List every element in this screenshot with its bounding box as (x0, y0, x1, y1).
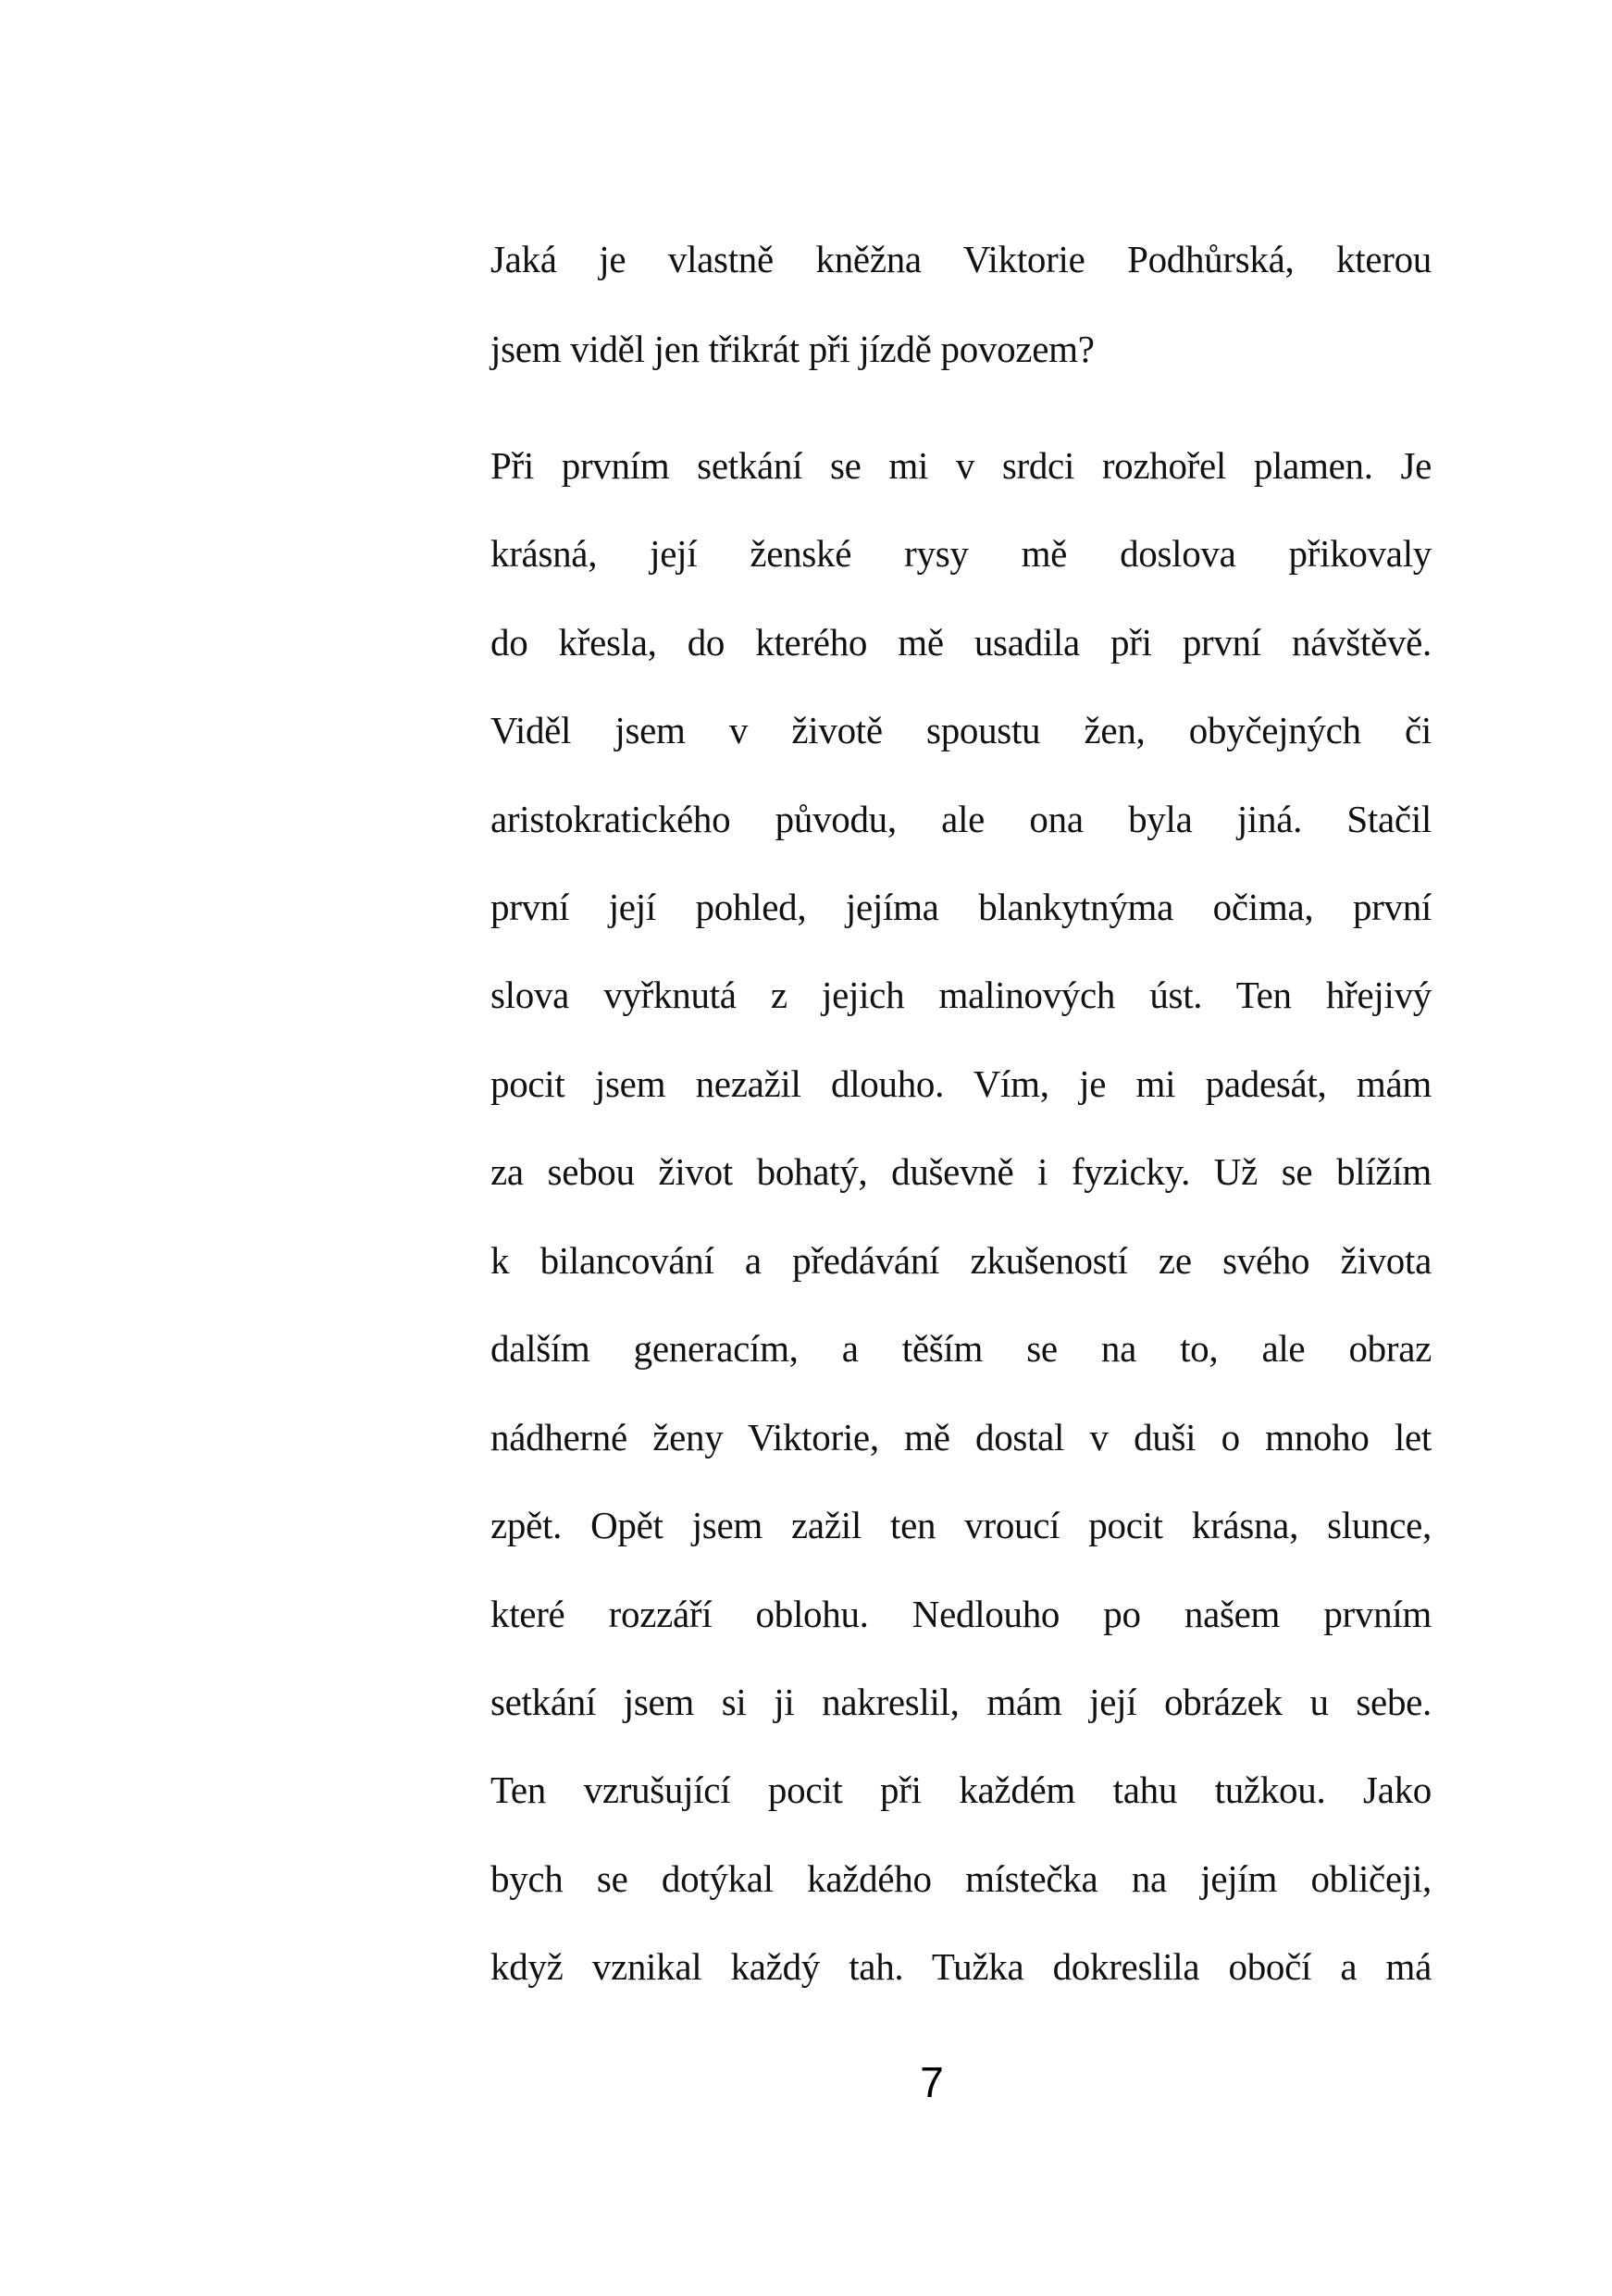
text-line: když vznikal každý tah. Tužka dokreslila obočí a má (490, 1945, 1432, 1988)
page-number: 7 (920, 2058, 944, 2106)
text-line: nádherné ženy Viktorie, mě dostal v duši o mnoho let (490, 1416, 1432, 1458)
text-line: zpět. Opět jsem zažil ten vroucí pocit krásna, slunce, (490, 1504, 1432, 1546)
text-line: které rozzáří oblohu. Nedlouho po našem prvním (490, 1593, 1432, 1635)
text-line: jsem viděl jen třikrát při jízdě povozem? (490, 328, 1095, 370)
text-line: Při prvním setkání se mi v srdci rozhořel plamen. Je (490, 444, 1432, 487)
text-line: k bilancování a předávání zkušeností ze svého života (490, 1239, 1432, 1282)
text-line: Viděl jsem v životě spoustu žen, obyčejných či (490, 709, 1432, 751)
text-line: krásná, její ženské rysy mě doslova přikovaly (490, 532, 1432, 575)
text-line: první její pohled, jejíma blankytnýma očima, první (490, 886, 1432, 928)
text-line: dalším generacím, a těším se na to, ale obraz (490, 1327, 1432, 1370)
text-line: do křesla, do kterého mě usadila při první návštěvě. (490, 621, 1432, 664)
text-line: setkání jsem si ji nakreslil, mám její obrázek u sebe. (490, 1681, 1432, 1723)
text-line: Ten vzrušující pocit při každém tahu tužkou. Jako (490, 1769, 1432, 1811)
text-line: Jaká je vlastně kněžna Viktorie Podhůrská, kterou (490, 238, 1432, 280)
text-line: bych se dotýkal každého místečka na jejím obličeji, (490, 1857, 1432, 1900)
text-line: aristokratického původu, ale ona byla jiná. Stačil (490, 798, 1432, 840)
text-line: pocit jsem nezažil dlouho. Vím, je mi padesát, mám (490, 1062, 1432, 1105)
text-line: za sebou život bohatý, duševně i fyzicky. Už se blížím (490, 1150, 1432, 1193)
text-line: slova vyřknutá z jejich malinových úst. Ten hřejivý (490, 974, 1432, 1016)
